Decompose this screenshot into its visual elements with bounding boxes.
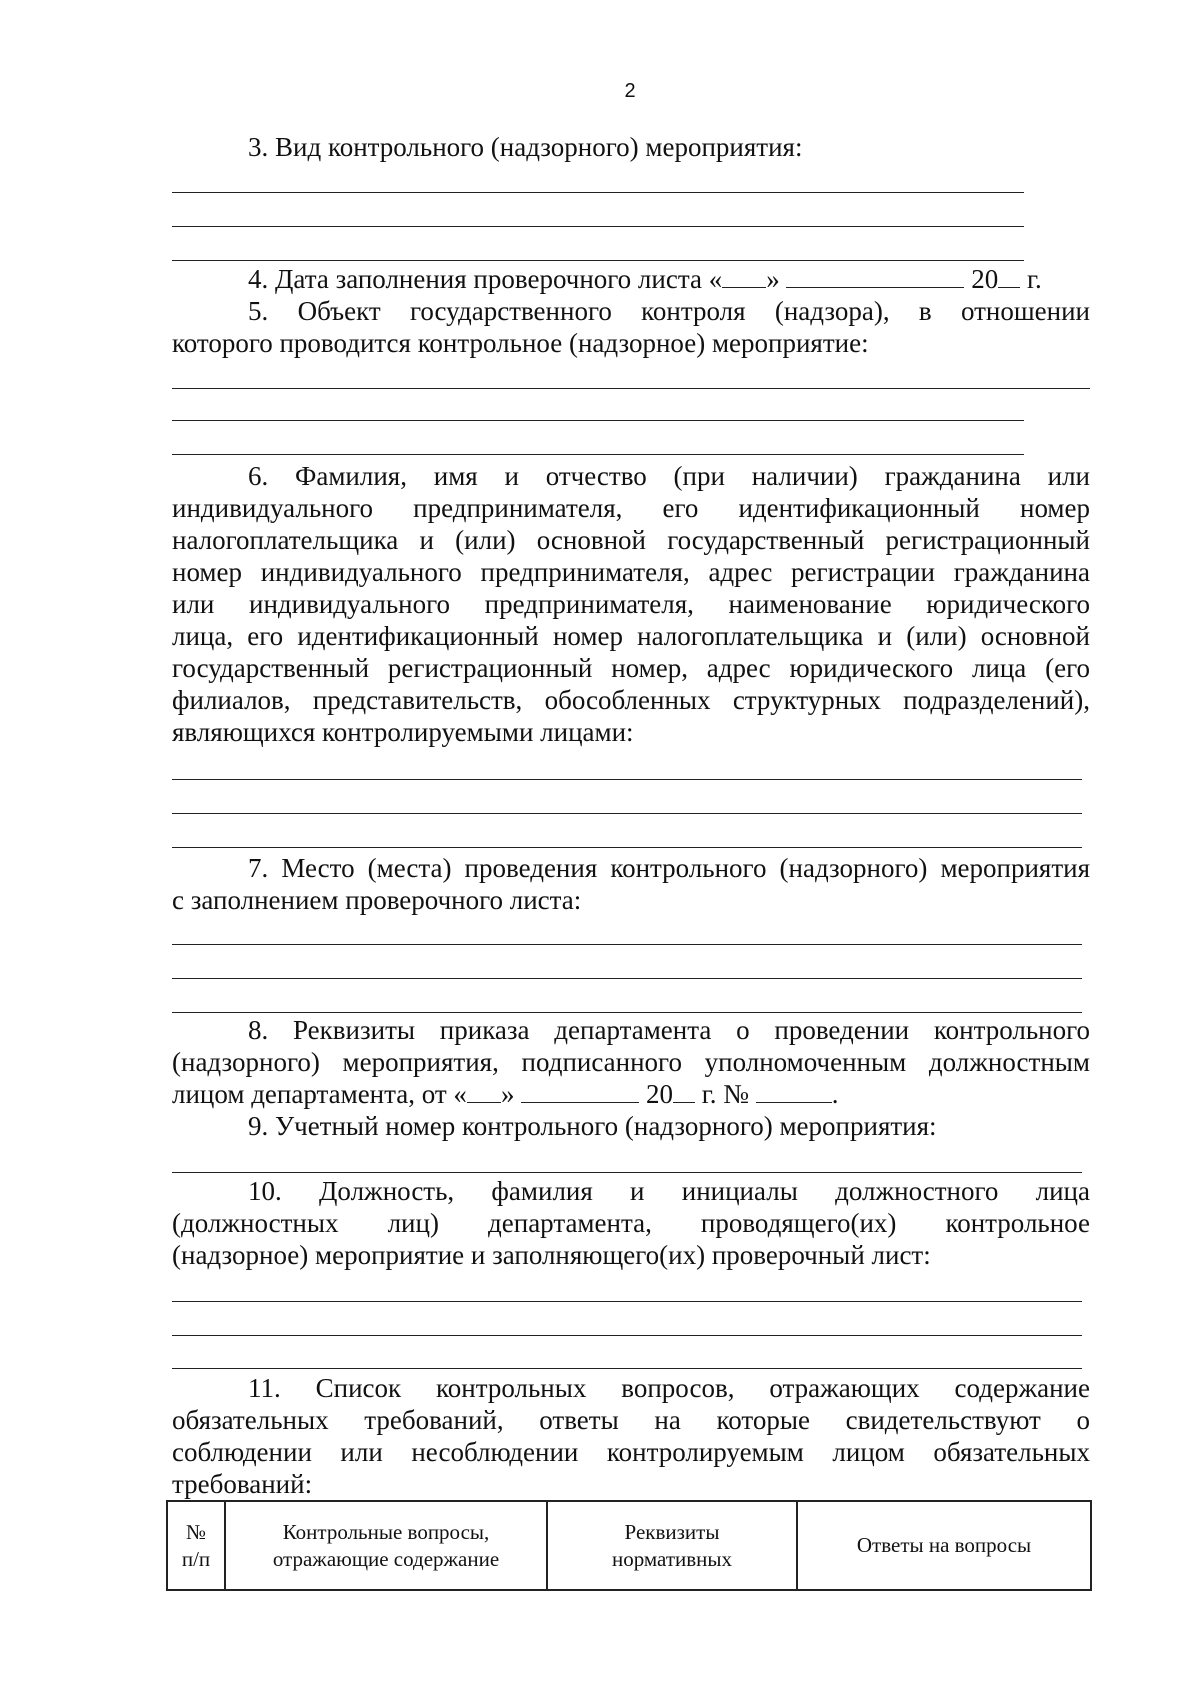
item-7-line-2: с заполнением проверочного листа: — [172, 885, 582, 915]
item-4-text — [172, 263, 1090, 295]
blank-line — [172, 1012, 1082, 1013]
header-answers-cell: Ответы на вопросы — [797, 1501, 1091, 1590]
item-5-line-1: 5. Объект государственного контроля (надзора), в отношении — [248, 296, 1090, 326]
blank-line — [172, 779, 1082, 780]
month-blank — [786, 265, 964, 288]
item-4-prefix: 4. Дата заполнения проверочного листа « — [248, 264, 723, 294]
item-10-line-3: (надзорное) мероприятие и заполняющего(их) проверочный лист: — [172, 1240, 931, 1270]
blank-line — [172, 454, 1024, 455]
header-questions-line-2: отражающие содержание — [272, 1546, 500, 1571]
item-8-line-3-year: 20 — [645, 1079, 673, 1109]
item-8-line-3-prefix: лицом департамента, от « — [172, 1079, 467, 1109]
item-6-line-1: 6. Фамилия, имя и отчество (при наличии) гражданина или — [248, 461, 1090, 491]
table-header-row — [167, 1501, 1091, 1590]
year-blank — [998, 265, 1020, 288]
header-questions-cell — [225, 1501, 547, 1590]
header-number-line-2: п/п — [181, 1546, 211, 1571]
item-9-text: 9. Учетный номер контрольного (надзорного) мероприятия: — [248, 1111, 937, 1141]
item-5-line-2: которого проводится контрольное (надзорное) мероприятие: — [172, 328, 869, 358]
blank-line — [172, 1172, 1082, 1173]
item-3-text: 3. Вид контрольного (надзорного) мероприятия: — [248, 132, 803, 162]
blank-line — [172, 1301, 1082, 1302]
blank-line — [172, 420, 1024, 421]
blank-line — [172, 978, 1082, 979]
blank-line — [172, 260, 1024, 261]
item-4-suffix: г. — [1020, 264, 1042, 294]
header-requisites-line-1: Реквизиты — [624, 1519, 720, 1544]
item-6-line-4: номер индивидуального предпринимателя, адрес регистрации гражданина — [172, 557, 1090, 587]
item-11-line-3: соблюдении или несоблюдении контролируемым лицом обязательных — [172, 1437, 1090, 1467]
item-10-line-2: (должностных лиц) департамента, проводящего(их) контрольное — [172, 1208, 1090, 1238]
month-blank — [521, 1080, 639, 1103]
item-6-line-7: государственный регистрационный номер, адрес юридического лица (его — [172, 653, 1090, 683]
item-8-line-3-num: г. № — [701, 1079, 749, 1109]
item-6-line-6: лица, его идентификационный номер налогоплательщика и (или) основной — [172, 621, 1090, 651]
year-blank — [673, 1080, 695, 1103]
day-blank — [722, 265, 766, 288]
page-number: 2 — [624, 80, 636, 102]
blank-line — [172, 1335, 1082, 1336]
day-blank — [467, 1080, 501, 1103]
item-8-line-3-end: . — [831, 1079, 839, 1109]
item-8-line-3 — [172, 1078, 1090, 1110]
item-11-line-2: обязательных требований, ответы на которые свидетельствуют о — [172, 1405, 1090, 1435]
blank-line — [172, 847, 1082, 848]
item-4-mid: » — [766, 264, 780, 294]
item-6-line-2: индивидуального предпринимателя, его идентификационный номер — [172, 493, 1090, 523]
item-11-line-1: 11. Список контрольных вопросов, отражающих содержание — [248, 1373, 1090, 1403]
blank-line — [172, 1368, 1082, 1369]
item-4-year: 20 — [971, 264, 999, 294]
blank-line — [172, 813, 1082, 814]
number-blank — [756, 1080, 832, 1103]
header-requisites-cell — [547, 1501, 797, 1590]
item-8-line-1: 8. Реквизиты приказа департамента о проведении контрольного — [248, 1015, 1090, 1045]
item-8-line-2: (надзорного) мероприятия, подписанного уполномоченным должностным — [172, 1047, 1090, 1077]
blank-line — [172, 226, 1024, 227]
item-10-line-1: 10. Должность, фамилия и инициалы должностного лица — [248, 1176, 1090, 1206]
item-6-line-5: или индивидуального предпринимателя, наименование юридического — [172, 589, 1090, 619]
item-6-line-3: налогоплательщика и (или) основной государственный регистрационный — [172, 525, 1090, 555]
header-number-cell — [167, 1501, 225, 1590]
blank-line — [172, 944, 1082, 945]
header-questions-line-1: Контрольные вопросы, — [282, 1519, 490, 1544]
header-number-line-1: № — [185, 1519, 207, 1544]
item-11-line-4: требований: — [172, 1469, 313, 1499]
header-requisites-line-2: нормативных — [611, 1546, 733, 1571]
blank-line — [172, 388, 1090, 389]
item-6-line-8: филиалов, представительств, обособленных структурных подразделений), — [172, 685, 1090, 715]
item-6-line-9: являющихся контролируемыми лицами: — [172, 717, 634, 747]
item-7-line-1: 7. Место (места) проведения контрольного (надзорного) мероприятия — [248, 853, 1090, 883]
blank-line — [172, 192, 1024, 193]
item-8-line-3-mid: » — [500, 1079, 515, 1109]
checklist-table — [166, 1500, 1092, 1591]
